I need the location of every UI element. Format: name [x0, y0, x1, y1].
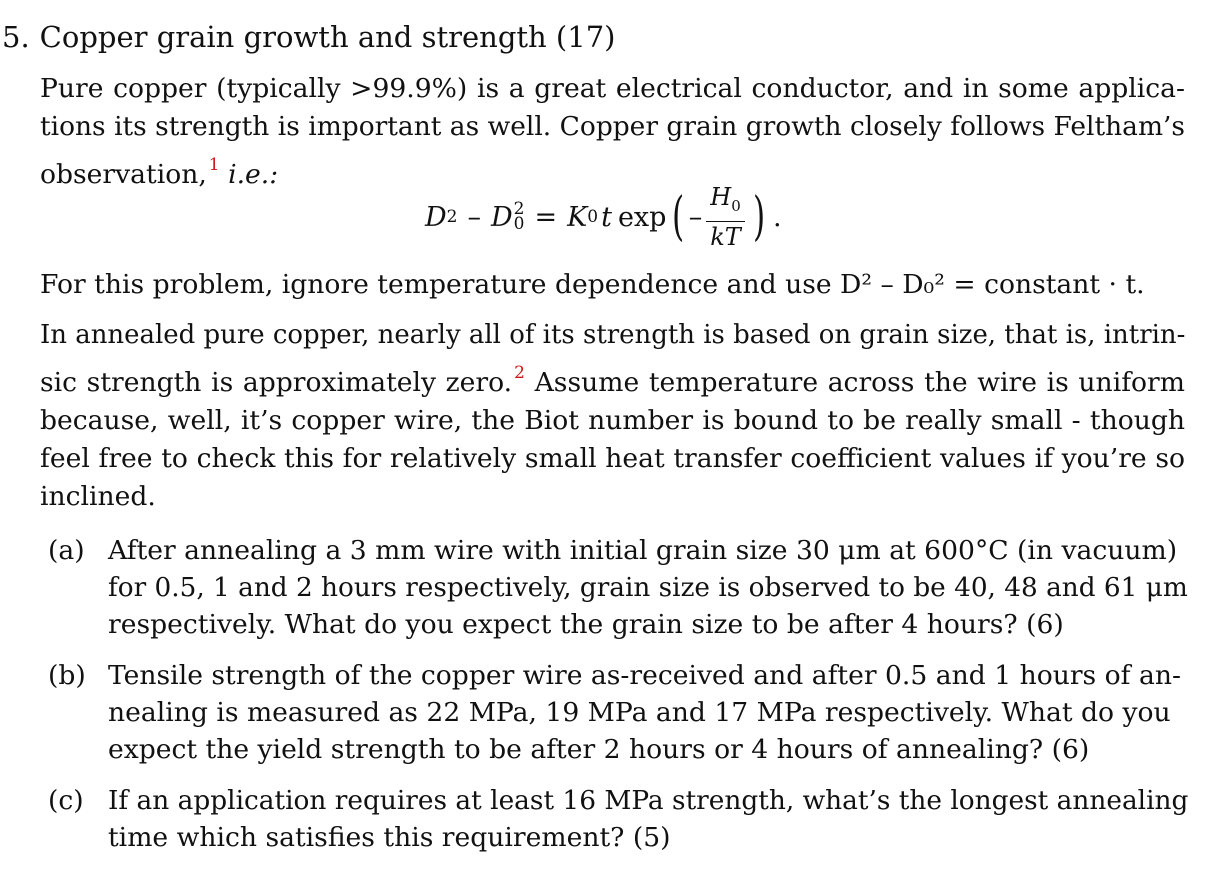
eq-fraction: [706, 182, 744, 252]
eq-equals: =: [534, 201, 558, 233]
body-line-3: because, well, it’s copper wire, the Biot number is bound to be really small - though: [40, 405, 1185, 436]
eq-numerator: [706, 182, 744, 222]
intro-observation-text: observation,: [40, 159, 207, 190]
question-a-line-2: for 0.5, 1 and 2 hours respectively, grain size is observed to be 40, 48 and 61 μm: [108, 572, 1188, 603]
eq-denominator: kT: [710, 222, 741, 251]
intro-line-1: Pure copper (typically >99.9%) is a great electrical conductor, and in some applica-: [40, 73, 1185, 104]
body-line-1: In annealed pure copper, nearly all of its strength is based on grain size, that is, intrin-: [40, 319, 1186, 350]
question-c-label: (c): [48, 785, 84, 816]
question-c-line-2: time which satisfies this requirement? (5): [108, 822, 671, 853]
eq-h: H: [710, 183, 732, 212]
footnote-1-marker[interactable]: 1: [208, 155, 220, 175]
eq-d0-sub: 0: [513, 214, 525, 234]
eq-period: .: [773, 201, 782, 233]
eq-left-paren: (: [672, 187, 685, 247]
problem-title: Copper grain growth and strength (17): [39, 20, 616, 54]
eq-exp: exp: [617, 201, 667, 233]
note-line: For this problem, ignore temperature dependence and use D² – D₀² = constant · t.: [40, 269, 1145, 300]
body-line-2-start: sic strength is approximately zero.: [40, 367, 513, 398]
problem-number: 5.: [2, 20, 30, 54]
ie-text: i.e.:: [228, 159, 279, 190]
footnote-2-marker[interactable]: 2: [514, 363, 525, 383]
note-paragraph: [40, 266, 1185, 304]
question-c: [48, 782, 1188, 856]
question-c-line-1: If an application requires at least 16 MPa strength, what’s the longest annealing: [108, 785, 1189, 816]
intro-line-2: tions its strength is important as well. Copper grain growth closely follows Feltham’s: [40, 111, 1186, 142]
eq-right-paren: ): [752, 187, 765, 247]
body-line-4: feel free to check this for relatively small heat transfer coefficient values if you’re so: [40, 443, 1185, 474]
feltham-equation: [425, 182, 845, 252]
question-a-label: (a): [48, 535, 85, 566]
question-b-line-2: nealing is measured as 22 MPa, 19 MPa and 17 MPa respectively. What do you: [108, 697, 1171, 728]
question-a-line-1: After annealing a 3 mm wire with initial grain size 30 μm at 600°C (in vacuum): [108, 535, 1178, 566]
question-b-line-1: Tensile strength of the copper wire as-received and after 0.5 and 1 hours of an-: [108, 660, 1181, 691]
eq-k-sub: 0: [587, 207, 599, 227]
body-line-5: inclined.: [40, 481, 156, 512]
eq-d: D: [425, 201, 447, 233]
body-line-2-end: Assume temperature across the wire is uniform: [534, 367, 1185, 398]
eq-minus: –: [467, 201, 481, 233]
question-list: [48, 532, 1188, 870]
body-paragraph: [40, 316, 1185, 516]
question-b-line-3: expect the yield strength to be after 2 hours or 4 hours of annealing? (6): [108, 734, 1090, 765]
eq-k: K: [567, 201, 588, 233]
eq-t: t: [601, 201, 612, 233]
eq-h-sub: 0: [731, 196, 741, 215]
intro-paragraph: [40, 70, 1185, 194]
question-a-line-3: respectively. What do you expect the grain size to be after 4 hours? (6): [108, 609, 1064, 640]
eq-d0-sup: 2: [513, 199, 525, 219]
body-line-2: [40, 354, 1185, 402]
eq-d0: D: [490, 201, 513, 233]
question-b: [48, 657, 1188, 768]
question-a: [48, 532, 1188, 643]
problem-heading: [2, 20, 615, 54]
question-b-label: (b): [48, 660, 86, 691]
eq-d-exp: 2: [446, 207, 458, 227]
eq-negative: –: [688, 201, 703, 233]
